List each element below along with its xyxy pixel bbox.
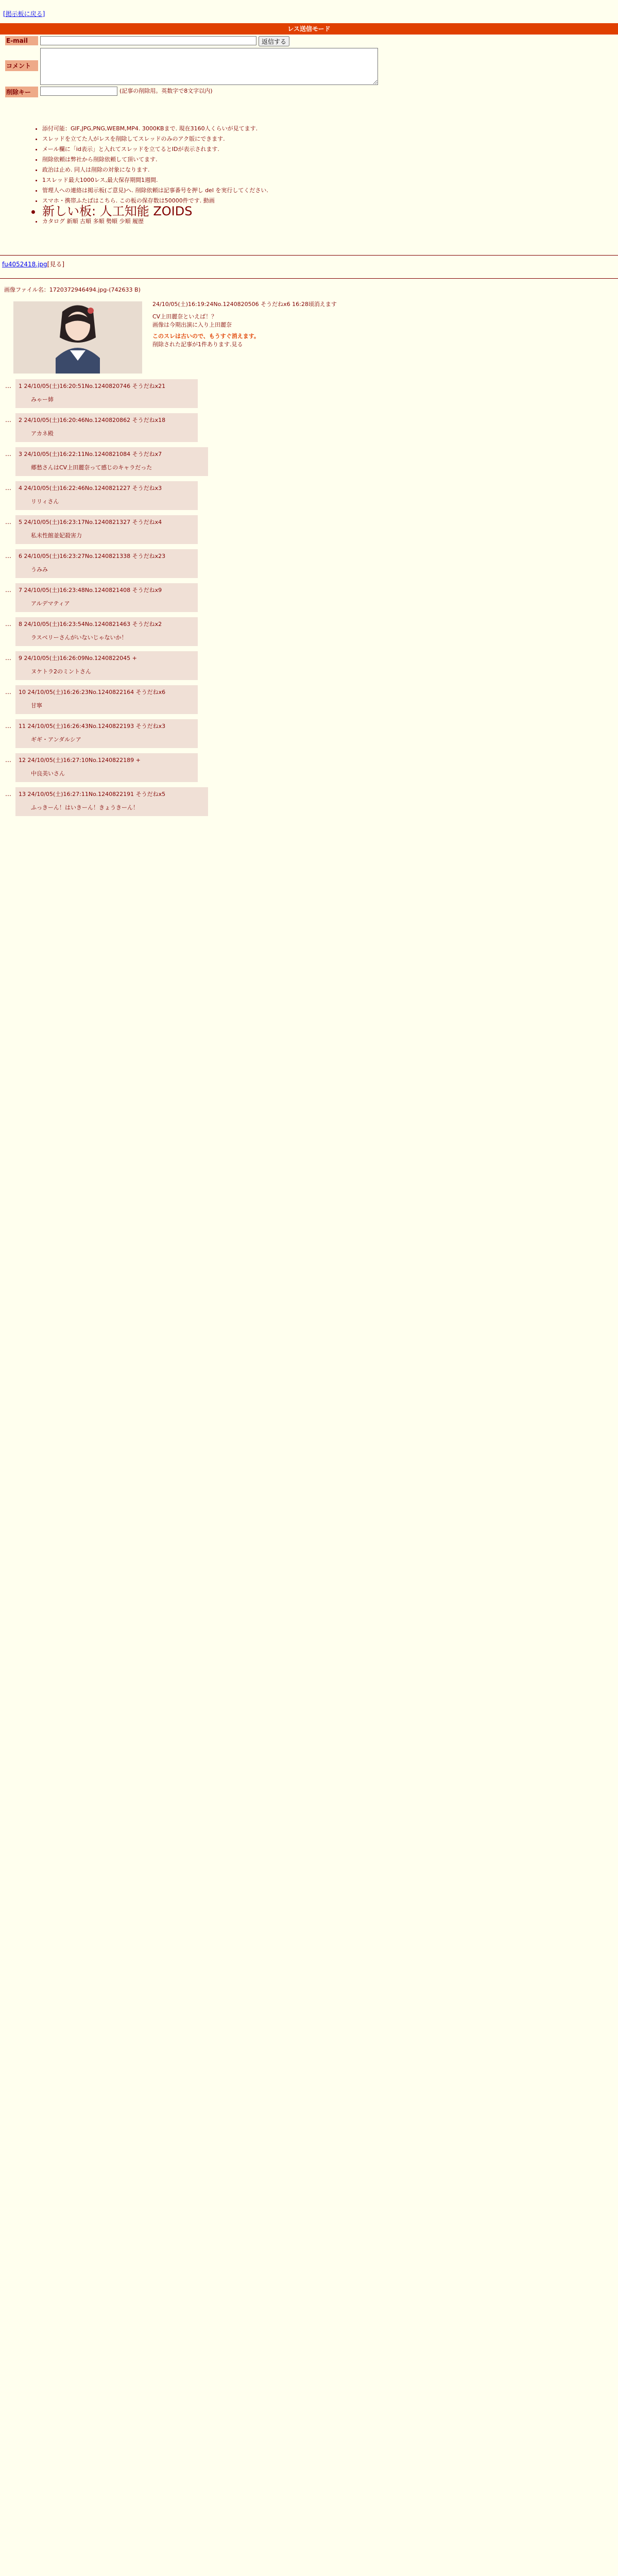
- reply-body: うみみ: [31, 566, 48, 573]
- rule-item: • 政治は止め. 同人は削除の対象になります.: [42, 165, 268, 175]
- reply-meta: 4 24/10/05(土)16:22:46No.1240821227 そうだねx3: [19, 485, 162, 492]
- reply-body: 中良美いさん: [31, 770, 65, 777]
- rule-item: • 管理人への連絡は掲示板(ご意見)へ. 削除依頼は記事番号を押し del を実行してください.: [42, 185, 268, 196]
- reply-meta: 5 24/10/05(土)16:23:17No.1240821327 そうだねx4: [19, 519, 162, 526]
- rule-item: • メール欄に「id表示」と入れてスレッドを立てるとIDが表示されます.: [42, 144, 268, 155]
- op-line: 画像は今期出演に入り上田麗奈: [152, 321, 232, 328]
- reply-meta: 6 24/10/05(土)16:23:27No.1240821338 そうだねx23: [19, 553, 166, 560]
- reply-body: アルデマティア: [31, 600, 70, 607]
- reply-post: [15, 685, 198, 714]
- image-file-link[interactable]: fu4052418.jpg: [2, 261, 47, 268]
- expiry-notice: このスレは古いので、もうすぐ消えます。: [152, 333, 260, 340]
- reply-post: [15, 617, 198, 646]
- reply-meta: 10 24/10/05(土)16:26:23No.1240822164 そうだねx6: [19, 689, 166, 696]
- reply-form: [5, 36, 378, 99]
- delete-key-note: (記事の削除用。英数字で8文字以内): [119, 88, 213, 94]
- catalog-links[interactable]: • カタログ 新順 古順 多順 勢順 少順 履歴: [42, 216, 268, 227]
- reply-meta: 1 24/10/05(土)16:20:51No.1240820746 そうだねx21: [19, 383, 166, 389]
- reply-meta: 3 24/10/05(土)16:22:11No.1240821084 そうだねx7: [19, 451, 162, 457]
- rule-item: • 添付可能：GIF,JPG,PNG,WEBM,MP4. 3000KBまで. 現在3160人くらいが見てます.: [42, 124, 268, 134]
- reply-body: 郷愁さんはCV上田麗奈って感じのキャラだった: [31, 464, 152, 471]
- rule-item: • 削除依頼は弊社から削除依頼して頂いてます.: [42, 155, 268, 165]
- board-rules: [22, 124, 268, 227]
- rule-item: • スレッドを立てた人がレスを削除してスレッドのみのアク版にできます.: [42, 134, 268, 144]
- reply-body: ヌケトラ2のミントさん: [31, 668, 91, 675]
- reply-post: [15, 583, 198, 612]
- reply-body: リリィさん: [31, 498, 59, 505]
- divider: [0, 278, 618, 279]
- reply-post: [15, 651, 198, 680]
- reply-post: [15, 379, 198, 408]
- reply-body: ギギ・アンダルシア: [31, 736, 81, 743]
- back-to-board-link[interactable]: [3, 9, 45, 18]
- reply-post: [15, 413, 198, 442]
- send-button[interactable]: 返信する: [259, 36, 289, 46]
- reply-meta: 12 24/10/05(土)16:27:10No.1240822189 +: [19, 757, 141, 764]
- reply-body: みゃー姉: [31, 396, 54, 403]
- op-line: CV上田麗奈といえば！？: [152, 313, 217, 320]
- thread-image-filename: 画像ファイル名：1720372946494.jpg-(742633 B): [4, 286, 141, 293]
- email-field[interactable]: [40, 36, 256, 45]
- delete-key-field[interactable]: [40, 87, 117, 96]
- anime-girl-image: [13, 301, 142, 374]
- thread-image-link[interactable]: [2, 260, 64, 268]
- reply-body: 私未性館並妃殺害力: [31, 532, 82, 539]
- delete-key-label: 削除キー: [5, 87, 38, 97]
- reply-meta: 8 24/10/05(土)16:23:54No.1240821463 そうだねx2: [19, 621, 162, 628]
- reply-post: [15, 753, 198, 782]
- op-post: [152, 300, 606, 349]
- reply-body: 甘寧: [31, 702, 42, 709]
- back-link[interactable]: [掲示板に戻る]: [3, 10, 45, 18]
- thread-image[interactable]: [13, 301, 142, 374]
- reply-body: ラスベリーさんがいないじゃないか！: [31, 634, 127, 641]
- deleted-notice: 削除された記事が1件あります.見る: [152, 341, 243, 348]
- reply-post: [15, 515, 198, 544]
- comment-field[interactable]: [40, 48, 378, 85]
- divider: [0, 255, 618, 256]
- op-meta: 24/10/05(土)16:19:24No.1240820506 そうだねx6 16:28頃消えます: [152, 301, 337, 308]
- comment-label: コメント: [5, 60, 38, 71]
- reply-body: ふっきーん！はいきーん！きょうきーん！: [31, 804, 139, 811]
- rule-item: • スマホ・携帯ふたばはこちら. この板の保存数は50000件です. 動画: [42, 196, 268, 206]
- email-label: E-mail: [5, 36, 38, 45]
- reply-post: [15, 549, 198, 578]
- reply-meta: 2 24/10/05(土)16:20:46No.1240820862 そうだねx18: [19, 417, 166, 423]
- reply-post: [15, 481, 198, 510]
- reply-meta: 11 24/10/05(土)16:26:43No.1240822193 そうだねx3: [19, 723, 166, 730]
- reply-body: アカネ殿: [31, 430, 54, 437]
- reply-post: [15, 447, 208, 476]
- rule-item: • 1スレッド最大1000レス,最大保存期間1週間.: [42, 175, 268, 185]
- reply-mode-bar: レス送信モード: [0, 23, 618, 35]
- reply-meta: 9 24/10/05(土)16:26:09No.1240822045 +: [19, 655, 137, 662]
- reply-post: [15, 719, 198, 748]
- reply-meta: 13 24/10/05(土)16:27:11No.1240822191 そうだねx5: [19, 791, 166, 798]
- reply-post: [15, 787, 208, 816]
- new-board-link[interactable]: • 新しい板: 人工知能 ZOIDS: [42, 206, 268, 216]
- view-link[interactable]: [見る]: [47, 261, 65, 268]
- reply-meta: 7 24/10/05(土)16:23:48No.1240821408 そうだねx9: [19, 587, 162, 594]
